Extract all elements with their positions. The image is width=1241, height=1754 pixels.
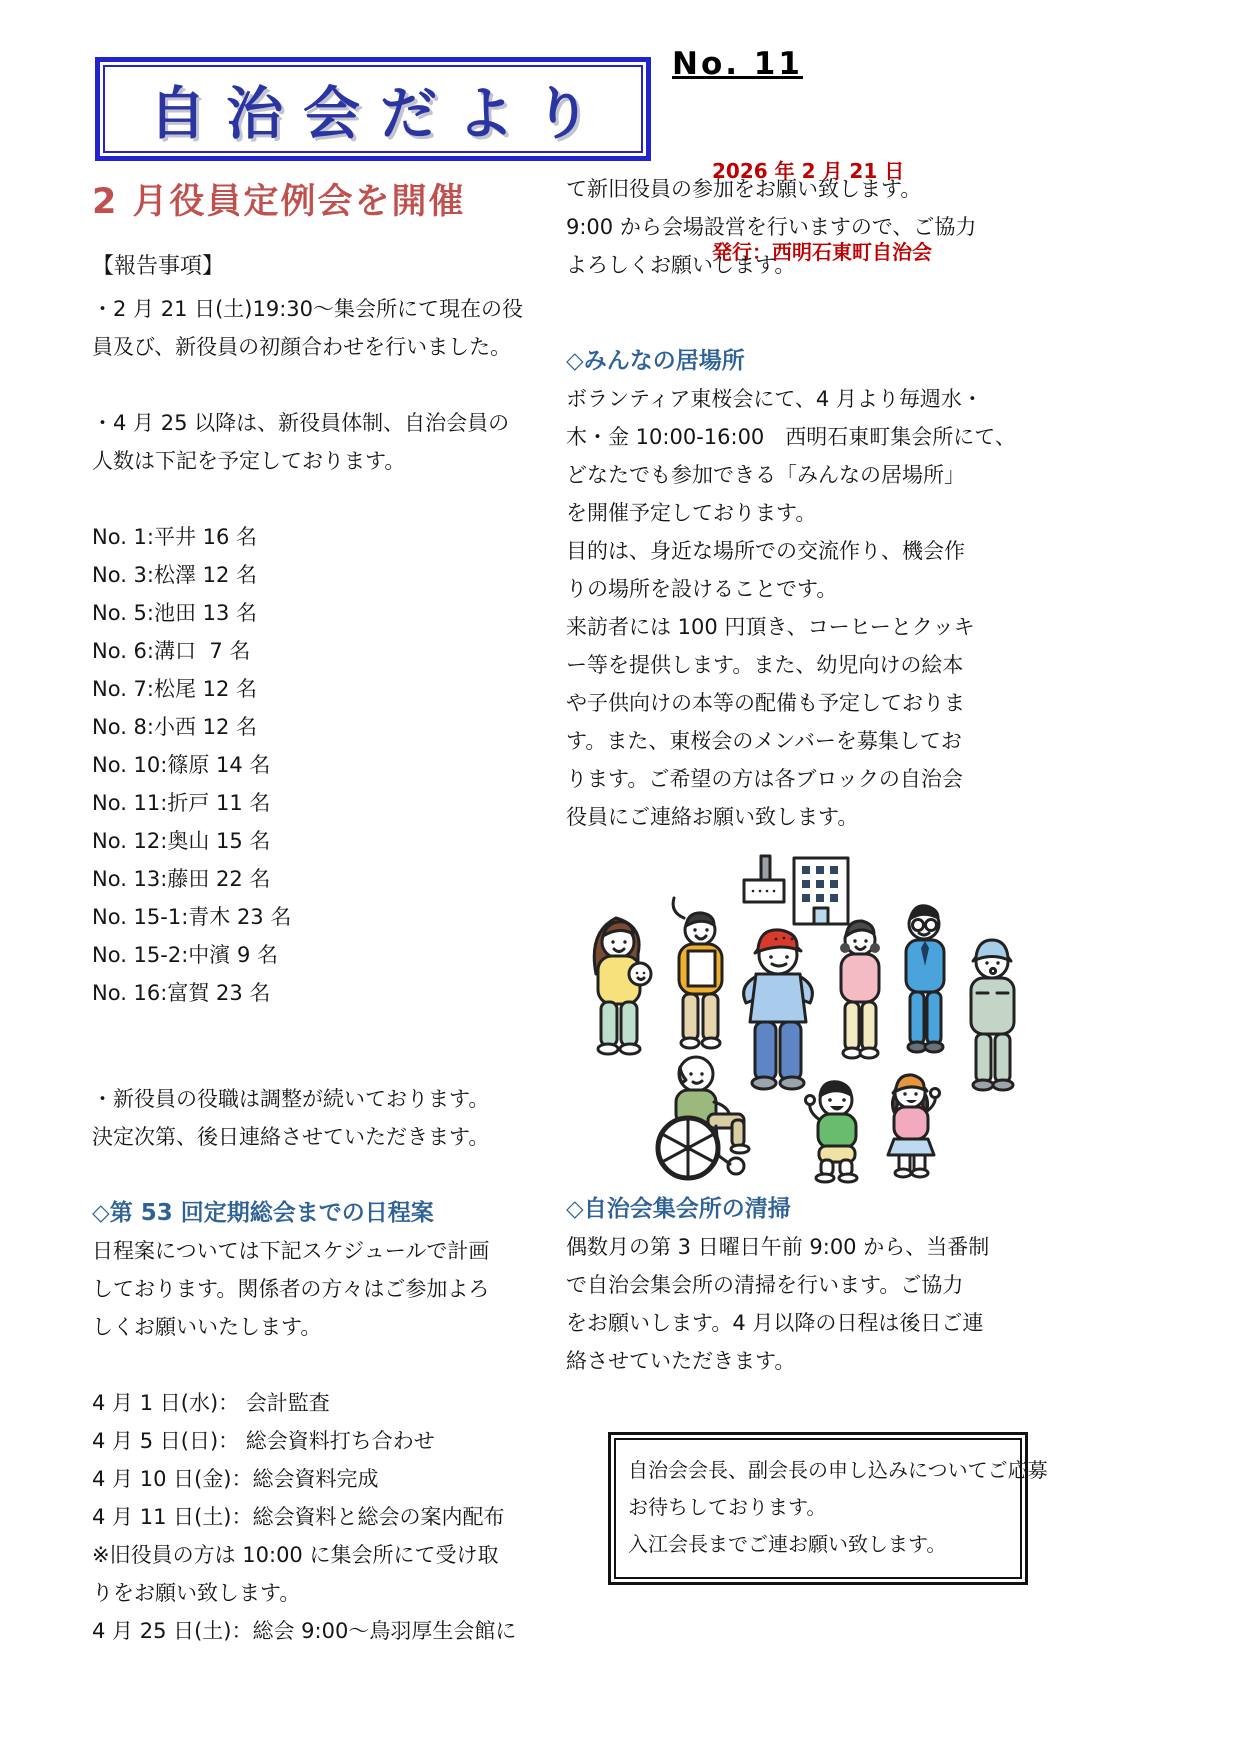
text-line: 偶数月の第 3 日曜日午前 9:00 から、当番制 [566,1235,990,1259]
notice-line: 自治会会長、副会長の申し込みについてご応募 [628,1458,1048,1482]
text-line: をお願いします。4 月以降の日程は後日ご連 [566,1311,984,1335]
text-line: ー等を提供します。また、幼児向けの絵本 [566,653,964,677]
building-icon [794,858,848,924]
schedule-row: 4 月 1 日(水)： 会計監査 [92,1391,330,1415]
text-line: ボランティア東桜会にて、4 月より毎週水・ [566,387,983,411]
person-boy-icon [806,1082,858,1182]
notice-line: お待ちしております。 [628,1495,827,1519]
member-row: No. 5:池田 13 名 [92,601,258,625]
notice-line: 入江会長までご連お願い致します。 [628,1532,947,1556]
person-red-cap-icon [744,930,813,1089]
text-line: や子供向けの本等の配備も予定しておりま [566,691,965,715]
member-row: No. 6:溝口 7 名 [92,639,251,663]
publisher: 発行：西明石東町自治会 [712,240,932,264]
person-wheelchair-elder-icon [658,1057,749,1178]
text-line: 来訪者には 100 円頂き、コーヒーとクッキ [566,615,975,639]
text-line: しくお願いいたします。 [92,1315,322,1339]
schedule-row: 4 月 5 日(日)： 総会資料打ち合わせ [92,1429,435,1453]
cleaning-paragraph [566,1228,1052,1380]
notice-box-inner [614,1438,1048,1579]
person-mother-baby-icon [594,918,651,1054]
text-line: 役員にご連絡お願い致します。 [566,805,859,829]
members-list [92,518,544,1012]
left-column [92,180,544,1650]
member-row: No. 11:折戸 11 名 [92,791,271,815]
text-line: 人数は下記を予定しております。 [92,449,406,473]
text-line: ・新役員の役職は調整が続いております。 [92,1087,490,1111]
member-row: No. 16:富賀 23 名 [92,981,271,1005]
meeting-continuation-paragraph [566,170,1052,284]
member-row: No. 13:藤田 22 名 [92,867,271,891]
person-pink-top-icon [840,921,880,1058]
person-girl-cap-icon [888,1075,940,1177]
member-row: No. 15-2:中濱 9 名 [92,943,278,967]
member-row: No. 8:小西 12 名 [92,715,258,739]
text-line: 木・金 10:00-16:00 西明石東町集会所にて、 [566,425,1016,449]
member-row: No. 1:平井 16 名 [92,525,258,549]
schedule-list [92,1384,544,1650]
newsletter-title: 自治会だより [149,81,611,147]
text-line: どなたでも参加できる「みんなの居場所」 [566,463,965,487]
text-line: 員及び、新役員の初顔合わせを行いました。 [92,335,512,359]
person-suit-glasses-icon [906,906,944,1052]
notice-box [608,1432,1048,1585]
ibasho-heading: ◇みんなの居場所 [566,348,745,374]
report-items-label: 【報告事項】 [92,254,225,279]
member-row: No. 3:松澤 12 名 [92,563,258,587]
text-line: ります。ご希望の方は各ブロックの自治会 [566,767,963,791]
text-line: りの場所を設けることです。 [566,577,838,601]
text-line: を開催予定しております。 [566,501,817,525]
meeting-report-paragraph [92,290,544,366]
schedule-row: 4 月 11 日(土)：総会資料と総会の案内配布 [92,1505,505,1529]
text-line: 日程案については下記スケジュールで計画 [92,1239,490,1263]
schedule-heading: ◇第 53 回定期総会までの日程案 [92,1200,434,1226]
person-volunteer-paper-icon [673,898,722,1048]
schedule-row: 4 月 10 日(金)：総会資料完成 [92,1467,379,1491]
member-row: No. 12:奥山 15 名 [92,829,271,853]
masthead-inner-border [103,65,643,153]
text-line: す。また、東桜会のメンバーを募集してお [566,729,962,753]
member-row: No. 10:篠原 14 名 [92,753,271,777]
illustration-wrap [568,852,1052,1188]
text-line: 目的は、身近な場所での交流作り、機会作 [566,539,965,563]
schedule-row: ※旧役員の方は 10:00 に集会所にて受け取 [92,1543,499,1567]
masthead-box [95,57,651,161]
article-heading-february-meeting: 2 月役員定例会を開催 [92,182,466,222]
text-line: 絡させていただきます。 [566,1349,796,1373]
text-line: よろしくお願いします。 [566,253,796,277]
incinerator-icon [744,856,784,902]
text-line: ・4 月 25 以降は、新役員体制、自治会員の [92,411,510,435]
text-line: 9:00 から会場設営を行いますので、ご協力 [566,215,977,239]
officer-roles-paragraph [92,1080,544,1156]
community-crowd-illustration [568,852,1030,1184]
text-line: 決定次第、後日連絡させていただきます。 [92,1125,490,1149]
schedule-row: 4 月 25 日(土)：総会 9:00～鳥羽厚生会館に [92,1619,517,1643]
text-line: ・2 月 21 日(土)19:30～集会所にて現在の役 [92,297,524,321]
text-line: で自治会集会所の清掃を行います。ご協力 [566,1273,964,1297]
publication-date: 2026 年 2 月 21 日 [712,159,905,183]
ibasho-paragraph [566,380,1052,836]
member-row: No. 15-1:青木 23 名 [92,905,292,929]
cleaning-heading: ◇自治会集会所の清掃 [566,1196,791,1222]
person-helmet-worker-icon [971,940,1014,1090]
member-row: No. 7:松尾 12 名 [92,677,258,701]
text-line: て新旧役員の参加をお願い致します。 [566,177,922,201]
text-line: しております。関係者の方々はご参加よろ [92,1277,490,1301]
right-column [566,170,1052,1585]
schedule-row: りをお願い致します。 [92,1581,301,1605]
schedule-intro-paragraph [92,1232,544,1346]
member-forecast-paragraph [92,404,544,480]
issue-number: No. 11 [672,46,803,82]
